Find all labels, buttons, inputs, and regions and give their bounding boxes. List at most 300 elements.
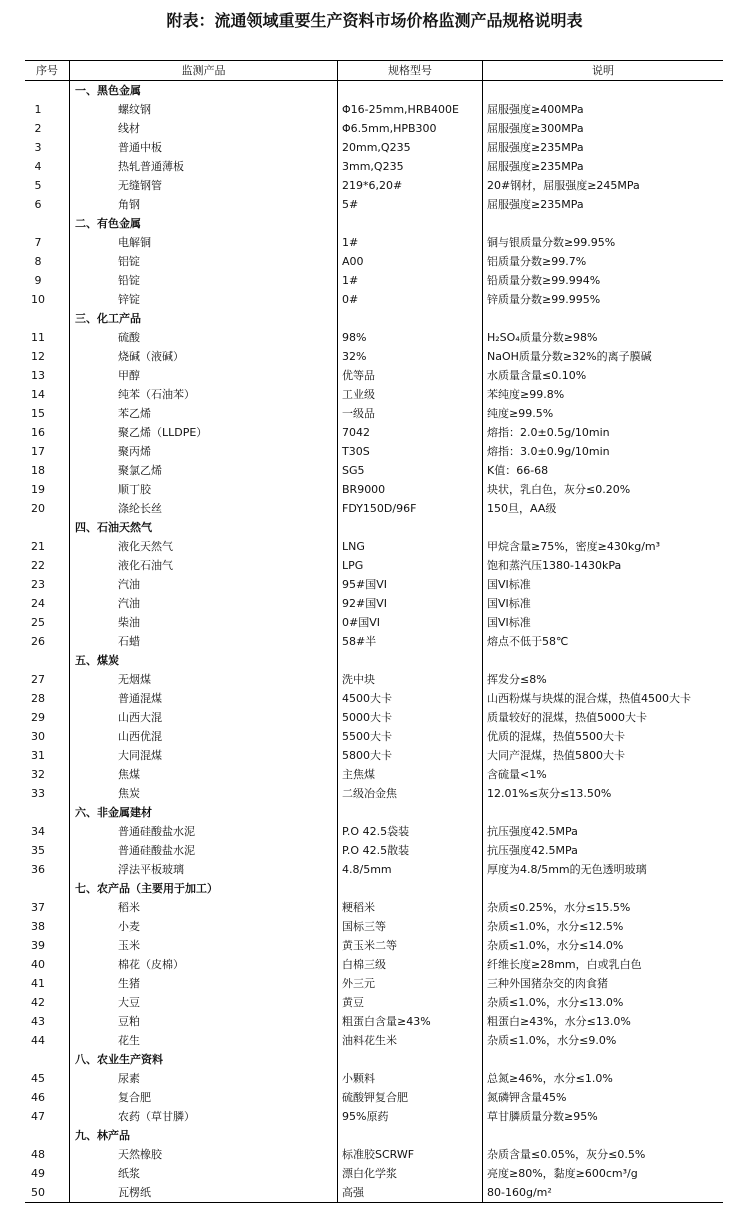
row-seq: 39 <box>25 936 70 955</box>
row-spec: 5800大卡 <box>338 746 483 765</box>
row-seq: 12 <box>25 347 70 366</box>
row-product: 无烟煤 <box>70 670 338 689</box>
row-product: 电解铜 <box>70 233 338 252</box>
row-seq: 34 <box>25 822 70 841</box>
row-seq: 8 <box>25 252 70 271</box>
section-spec-cell <box>338 879 483 898</box>
row-spec: 5500大卡 <box>338 727 483 746</box>
row-seq: 9 <box>25 271 70 290</box>
row-spec: 1# <box>338 271 483 290</box>
row-product: 玉米 <box>70 936 338 955</box>
table-row <box>25 195 723 214</box>
row-seq: 4 <box>25 157 70 176</box>
table-row <box>25 461 723 480</box>
row-seq: 21 <box>25 537 70 556</box>
table-row <box>25 328 723 347</box>
table-row <box>25 1145 723 1164</box>
table-row <box>25 594 723 613</box>
section-row <box>25 214 723 233</box>
row-seq: 5 <box>25 176 70 195</box>
row-product: 花生 <box>70 1031 338 1050</box>
table-row <box>25 176 723 195</box>
row-spec: 硫酸钾复合肥 <box>338 1088 483 1107</box>
section-spec-cell <box>338 1126 483 1145</box>
table-row <box>25 1031 723 1050</box>
row-product: 生猪 <box>70 974 338 993</box>
row-seq: 28 <box>25 689 70 708</box>
section-seq-cell <box>25 879 70 898</box>
row-seq: 10 <box>25 290 70 309</box>
row-desc: 锌质量分数≥99.995% <box>487 293 601 306</box>
row-product: 聚乙烯（LLDPE） <box>70 423 338 442</box>
row-spec: 小颗料 <box>338 1069 483 1088</box>
row-spec: FDY150D/96F <box>338 499 483 518</box>
row-seq: 41 <box>25 974 70 993</box>
row-seq: 13 <box>25 366 70 385</box>
row-seq: 43 <box>25 1012 70 1031</box>
row-product: 柴油 <box>70 613 338 632</box>
row-spec: 95%原药 <box>338 1107 483 1126</box>
row-seq: 46 <box>25 1088 70 1107</box>
row-desc: 铝质量分数≥99.7% <box>487 255 587 268</box>
row-spec: LNG <box>338 537 483 556</box>
table-row <box>25 727 723 746</box>
row-spec: 主焦煤 <box>338 765 483 784</box>
row-desc: 杂质≤1.0%，水分≤14.0% <box>487 939 624 952</box>
header-seq: 序号 <box>25 61 70 80</box>
table-row <box>25 1012 723 1031</box>
row-product: 瓦楞纸 <box>70 1183 338 1202</box>
row-product: 稻米 <box>70 898 338 917</box>
row-product: 纸浆 <box>70 1164 338 1183</box>
row-spec: 58#半 <box>338 632 483 651</box>
row-product: 棉花（皮棉） <box>70 955 338 974</box>
row-seq: 33 <box>25 784 70 803</box>
row-seq: 3 <box>25 138 70 157</box>
row-desc: H₂SO₄质量分数≥98% <box>487 331 598 344</box>
row-seq: 20 <box>25 499 70 518</box>
section-spec-cell <box>338 651 483 670</box>
row-seq: 15 <box>25 404 70 423</box>
row-spec: 219*6,20# <box>338 176 483 195</box>
row-product: 热轧普通薄板 <box>70 157 338 176</box>
row-desc: 80-160g/m² <box>487 1186 552 1199</box>
table-row <box>25 138 723 157</box>
section-desc-cell <box>483 81 723 100</box>
row-product: 聚丙烯 <box>70 442 338 461</box>
row-seq: 45 <box>25 1069 70 1088</box>
row-desc: 杂质≤0.25%，水分≤15.5% <box>487 901 631 914</box>
row-desc: 甲烷含量≥75%，密度≥430kg/m³ <box>487 540 661 553</box>
row-desc: 块状，乳白色，灰分≤0.20% <box>487 483 631 496</box>
section-seq-cell <box>25 803 70 822</box>
row-spec: LPG <box>338 556 483 575</box>
row-desc: 总氮≥46%，水分≤1.0% <box>487 1072 613 1085</box>
table-row <box>25 575 723 594</box>
row-spec: 1# <box>338 233 483 252</box>
row-product: 大豆 <box>70 993 338 1012</box>
section-title: 七、农产品（主要用于加工） <box>70 879 338 898</box>
row-desc: 屈服强度≥400MPa <box>487 103 584 116</box>
row-product: 硫酸 <box>70 328 338 347</box>
row-product: 普通硅酸盐水泥 <box>70 822 338 841</box>
section-spec-cell <box>338 214 483 233</box>
row-seq: 7 <box>25 233 70 252</box>
row-spec: SG5 <box>338 461 483 480</box>
row-spec: 黄豆 <box>338 993 483 1012</box>
row-seq: 44 <box>25 1031 70 1050</box>
spec-table <box>25 60 723 1203</box>
row-spec: 98% <box>338 328 483 347</box>
row-product: 豆粕 <box>70 1012 338 1031</box>
row-seq: 49 <box>25 1164 70 1183</box>
table-row <box>25 442 723 461</box>
row-desc: 纤维长度≥28mm，白或乳白色 <box>487 958 642 971</box>
row-desc: 12.01%≤灰分≤13.50% <box>487 787 612 800</box>
row-spec: 外三元 <box>338 974 483 993</box>
section-row <box>25 1126 723 1145</box>
row-desc: 抗压强度42.5MPa <box>487 844 578 857</box>
row-spec: 二级冶金焦 <box>338 784 483 803</box>
table-body <box>25 81 723 1202</box>
row-spec: 92#国VI <box>338 594 483 613</box>
row-desc: 屈服强度≥235MPa <box>487 160 584 173</box>
table-row <box>25 271 723 290</box>
table-row <box>25 290 723 309</box>
header-spec: 规格型号 <box>338 61 483 80</box>
section-desc-cell <box>483 309 723 328</box>
row-desc: K值：66-68 <box>487 464 549 477</box>
row-product: 山西优混 <box>70 727 338 746</box>
table-row <box>25 632 723 651</box>
section-row <box>25 309 723 328</box>
row-desc: 杂质含量≤0.05%，灰分≤0.5% <box>487 1148 646 1161</box>
row-seq: 47 <box>25 1107 70 1126</box>
table-row <box>25 917 723 936</box>
table-row <box>25 252 723 271</box>
table-row <box>25 841 723 860</box>
section-spec-cell <box>338 1050 483 1069</box>
row-product: 小麦 <box>70 917 338 936</box>
row-desc: 150旦，AA级 <box>487 502 557 515</box>
table-row <box>25 119 723 138</box>
table-row <box>25 423 723 442</box>
table-row <box>25 1069 723 1088</box>
row-spec: P.O 42.5散装 <box>338 841 483 860</box>
row-desc: NaOH质量分数≥32%的离子膜碱 <box>487 350 652 363</box>
table-row <box>25 860 723 879</box>
table-row <box>25 347 723 366</box>
row-product: 汽油 <box>70 594 338 613</box>
row-product: 普通中板 <box>70 138 338 157</box>
row-product: 线材 <box>70 119 338 138</box>
row-desc: 饱和蒸汽压1380-1430kPa <box>487 559 622 572</box>
row-spec: T30S <box>338 442 483 461</box>
table-row <box>25 993 723 1012</box>
row-spec: BR9000 <box>338 480 483 499</box>
row-product: 普通硅酸盐水泥 <box>70 841 338 860</box>
row-seq: 11 <box>25 328 70 347</box>
row-seq: 29 <box>25 708 70 727</box>
section-spec-cell <box>338 803 483 822</box>
section-row <box>25 879 723 898</box>
row-seq: 17 <box>25 442 70 461</box>
table-row <box>25 366 723 385</box>
row-seq: 2 <box>25 119 70 138</box>
row-desc: 屈服强度≥235MPa <box>487 141 584 154</box>
row-desc: 熔点不低于58℃ <box>487 635 569 648</box>
table-row <box>25 746 723 765</box>
row-seq: 50 <box>25 1183 70 1202</box>
row-desc: 苯纯度≥99.8% <box>487 388 565 401</box>
row-seq: 37 <box>25 898 70 917</box>
row-product: 苯乙烯 <box>70 404 338 423</box>
row-desc: 国VI标准 <box>487 578 531 591</box>
row-desc: 粗蛋白≥43%，水分≤13.0% <box>487 1015 631 1028</box>
table-row <box>25 765 723 784</box>
row-desc: 20#钢材，屈服强度≥245MPa <box>487 179 640 192</box>
row-seq: 6 <box>25 195 70 214</box>
row-desc: 熔指：3.0±0.9g/10min <box>487 445 610 458</box>
row-desc: 优质的混煤，热值5500大卡 <box>487 730 625 743</box>
row-seq: 22 <box>25 556 70 575</box>
row-seq: 35 <box>25 841 70 860</box>
row-desc: 大同产混煤，热值5800大卡 <box>487 749 625 762</box>
row-product: 大同混煤 <box>70 746 338 765</box>
row-seq: 42 <box>25 993 70 1012</box>
row-product: 浮法平板玻璃 <box>70 860 338 879</box>
row-product: 液化天然气 <box>70 537 338 556</box>
table-row <box>25 537 723 556</box>
row-seq: 23 <box>25 575 70 594</box>
row-spec: 32% <box>338 347 483 366</box>
row-spec: 一级品 <box>338 404 483 423</box>
table-row <box>25 708 723 727</box>
table-row <box>25 974 723 993</box>
table-row <box>25 955 723 974</box>
row-seq: 27 <box>25 670 70 689</box>
table-row <box>25 670 723 689</box>
section-desc-cell <box>483 879 723 898</box>
row-spec: 洗中块 <box>338 670 483 689</box>
table-header-row <box>25 61 723 81</box>
section-desc-cell <box>483 518 723 537</box>
table-row <box>25 556 723 575</box>
row-seq: 31 <box>25 746 70 765</box>
row-desc: 含硫量<1% <box>487 768 547 781</box>
row-spec: 4500大卡 <box>338 689 483 708</box>
row-seq: 48 <box>25 1145 70 1164</box>
section-title: 三、化工产品 <box>70 309 338 328</box>
section-title: 二、有色金属 <box>70 214 338 233</box>
row-seq: 40 <box>25 955 70 974</box>
section-title: 四、石油天然气 <box>70 518 338 537</box>
row-product: 复合肥 <box>70 1088 338 1107</box>
row-spec: 3mm,Q235 <box>338 157 483 176</box>
row-seq: 16 <box>25 423 70 442</box>
table-row <box>25 233 723 252</box>
row-spec: 粗蛋白含量≥43% <box>338 1012 483 1031</box>
row-spec: 5# <box>338 195 483 214</box>
table-row <box>25 404 723 423</box>
row-spec: 优等品 <box>338 366 483 385</box>
row-product: 农药（草甘膦） <box>70 1107 338 1126</box>
row-spec: 4.8/5mm <box>338 860 483 879</box>
section-desc-cell <box>483 651 723 670</box>
section-title: 八、农业生产资料 <box>70 1050 338 1069</box>
row-product: 烧碱（液碱） <box>70 347 338 366</box>
row-product: 石蜡 <box>70 632 338 651</box>
row-desc: 厚度为4.8/5mm的无色透明玻璃 <box>487 863 647 876</box>
section-seq-cell <box>25 651 70 670</box>
row-desc: 草甘膦质量分数≥95% <box>487 1110 598 1123</box>
row-seq: 1 <box>25 100 70 119</box>
row-spec: 0# <box>338 290 483 309</box>
section-spec-cell <box>338 309 483 328</box>
section-title: 一、黑色金属 <box>70 81 338 100</box>
section-desc-cell <box>483 803 723 822</box>
page-title: 附表：流通领域重要生产资料市场价格监测产品规格说明表 <box>166 11 583 30</box>
row-seq: 36 <box>25 860 70 879</box>
section-title: 六、非金属建材 <box>70 803 338 822</box>
row-spec: 20mm,Q235 <box>338 138 483 157</box>
row-product: 液化石油气 <box>70 556 338 575</box>
table-row <box>25 1107 723 1126</box>
row-product: 纯苯（石油苯） <box>70 385 338 404</box>
table-row <box>25 1164 723 1183</box>
row-desc: 杂质≤1.0%，水分≤9.0% <box>487 1034 617 1047</box>
row-seq: 14 <box>25 385 70 404</box>
section-seq-cell <box>25 518 70 537</box>
row-product: 锌锭 <box>70 290 338 309</box>
header-desc: 说明 <box>592 64 614 77</box>
row-desc: 熔指：2.0±0.5g/10min <box>487 426 610 439</box>
row-desc: 国VI标准 <box>487 597 531 610</box>
section-seq-cell <box>25 309 70 328</box>
row-spec: 油料花生米 <box>338 1031 483 1050</box>
table-row <box>25 157 723 176</box>
row-spec: 白棉三级 <box>338 955 483 974</box>
table-row <box>25 898 723 917</box>
header-product: 监测产品 <box>70 61 338 80</box>
section-row <box>25 1050 723 1069</box>
row-seq: 38 <box>25 917 70 936</box>
row-desc: 杂质≤1.0%，水分≤12.5% <box>487 920 624 933</box>
row-desc: 三种外国猪杂交的肉食猪 <box>487 977 608 990</box>
row-product: 铅锭 <box>70 271 338 290</box>
section-seq-cell <box>25 1126 70 1145</box>
table-row <box>25 822 723 841</box>
section-desc-cell <box>483 1126 723 1145</box>
section-desc-cell <box>483 214 723 233</box>
row-spec: 5000大卡 <box>338 708 483 727</box>
section-seq-cell <box>25 1050 70 1069</box>
row-desc: 抗压强度42.5MPa <box>487 825 578 838</box>
table-row <box>25 1088 723 1107</box>
table-row <box>25 385 723 404</box>
row-seq: 32 <box>25 765 70 784</box>
row-spec: 工业级 <box>338 385 483 404</box>
table-row <box>25 689 723 708</box>
row-desc: 氮磷钾含量45% <box>487 1091 567 1104</box>
row-product: 甲醇 <box>70 366 338 385</box>
row-spec: 国标三等 <box>338 917 483 936</box>
row-product: 螺纹钢 <box>70 100 338 119</box>
row-seq: 24 <box>25 594 70 613</box>
table-row <box>25 100 723 119</box>
row-spec: 95#国VI <box>338 575 483 594</box>
section-title: 五、煤炭 <box>70 651 338 670</box>
row-product: 角钢 <box>70 195 338 214</box>
row-seq: 19 <box>25 480 70 499</box>
row-spec: Φ16-25mm,HRB400E <box>338 100 483 119</box>
section-row <box>25 651 723 670</box>
row-spec: Φ6.5mm,HPB300 <box>338 119 483 138</box>
section-seq-cell <box>25 81 70 100</box>
row-product: 铝锭 <box>70 252 338 271</box>
row-product: 汽油 <box>70 575 338 594</box>
row-seq: 25 <box>25 613 70 632</box>
table-row <box>25 499 723 518</box>
row-desc: 亮度≥80%，黏度≥600cm³/g <box>487 1167 638 1180</box>
row-product: 尿素 <box>70 1069 338 1088</box>
row-spec: 漂白化学浆 <box>338 1164 483 1183</box>
row-product: 顺丁胶 <box>70 480 338 499</box>
section-title: 九、林产品 <box>70 1126 338 1145</box>
row-spec: 粳稻米 <box>338 898 483 917</box>
row-seq: 26 <box>25 632 70 651</box>
row-product: 聚氯乙烯 <box>70 461 338 480</box>
table-row <box>25 480 723 499</box>
row-spec: P.O 42.5袋装 <box>338 822 483 841</box>
row-product: 焦炭 <box>70 784 338 803</box>
row-spec: 黄玉米二等 <box>338 936 483 955</box>
table-row <box>25 613 723 632</box>
row-desc: 铅质量分数≥99.994% <box>487 274 601 287</box>
row-seq: 18 <box>25 461 70 480</box>
section-row <box>25 803 723 822</box>
row-spec: 标准胶SCRWF <box>338 1145 483 1164</box>
row-product: 天然橡胶 <box>70 1145 338 1164</box>
table-row <box>25 936 723 955</box>
section-seq-cell <box>25 214 70 233</box>
section-spec-cell <box>338 81 483 100</box>
row-spec: 高强 <box>338 1183 483 1202</box>
row-desc: 屈服强度≥235MPa <box>487 198 584 211</box>
row-spec: 7042 <box>338 423 483 442</box>
row-desc: 屈服强度≥300MPa <box>487 122 584 135</box>
row-product: 涤纶长丝 <box>70 499 338 518</box>
row-seq: 30 <box>25 727 70 746</box>
row-desc: 山西粉煤与块煤的混合煤，热值4500大卡 <box>487 692 691 705</box>
row-desc: 杂质≤1.0%，水分≤13.0% <box>487 996 624 1009</box>
section-spec-cell <box>338 518 483 537</box>
section-row <box>25 81 723 100</box>
row-desc: 铜与银质量分数≥99.95% <box>487 236 616 249</box>
row-desc: 挥发分≤8% <box>487 673 547 686</box>
row-product: 无缝钢管 <box>70 176 338 195</box>
section-row <box>25 518 723 537</box>
row-product: 焦煤 <box>70 765 338 784</box>
row-desc: 质量较好的混煤，热值5000大卡 <box>487 711 647 724</box>
row-product: 普通混煤 <box>70 689 338 708</box>
row-spec: A00 <box>338 252 483 271</box>
row-desc: 国VI标准 <box>487 616 531 629</box>
table-row <box>25 784 723 803</box>
row-spec: 0#国VI <box>338 613 483 632</box>
row-desc: 水质量含量≤0.10% <box>487 369 587 382</box>
table-row <box>25 1183 723 1202</box>
